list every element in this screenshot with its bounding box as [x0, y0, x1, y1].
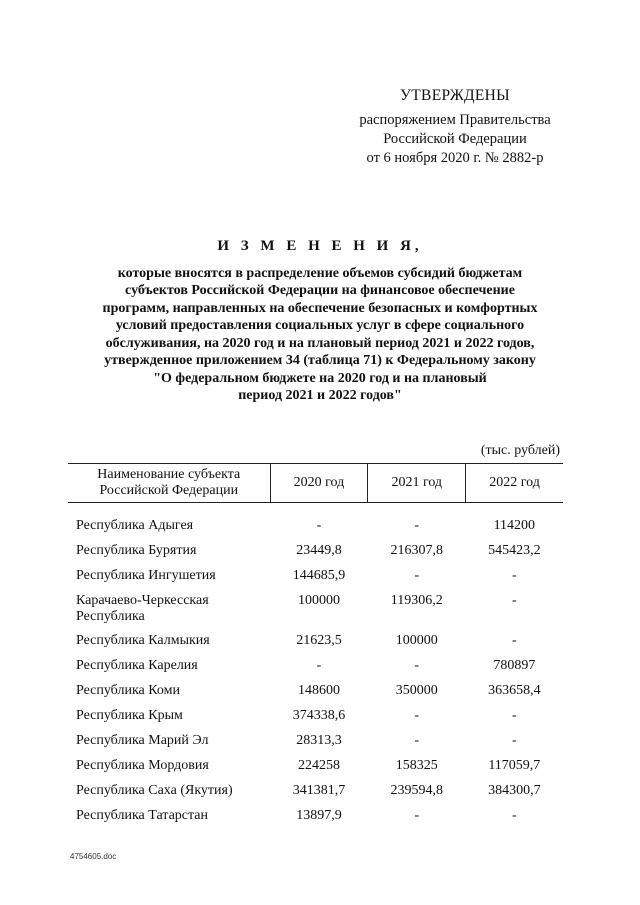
header-2022: 2022 год [466, 464, 563, 503]
value-2022: 117059,7 [488, 758, 541, 773]
value-2020: 13897,9 [296, 808, 342, 823]
table-row [68, 683, 563, 708]
heading-line: утвержденное приложением 34 (таблица 71) к Федеральному закону [104, 353, 536, 368]
region-name: Республика Коми [76, 683, 180, 698]
value-2022: - [511, 568, 517, 583]
units-label: (тыс. рублей) [480, 443, 560, 458]
table-row [68, 808, 563, 833]
region-name: Республика Крым [76, 708, 183, 723]
region-name: Республика Марий Эл [76, 733, 209, 748]
header-region-line-1: Наименование субъекта [97, 467, 241, 482]
header-2021: 2021 год [368, 464, 466, 503]
value-2022: - [511, 733, 517, 748]
header-region-line-2: Российской Федерации [99, 483, 239, 498]
value-2021: 216307,8 [390, 543, 443, 558]
value-2022: 780897 [493, 658, 536, 673]
document-title: И З М Е Н Е Н И Я, [217, 238, 423, 254]
approval-line-3: от 6 ноября 2020 г. № 2882-р [366, 150, 544, 166]
value-2021: 158325 [395, 758, 438, 773]
value-2020: - [316, 658, 322, 673]
value-2022: 114200 [493, 518, 536, 533]
table-row [68, 633, 563, 658]
heading-line: "О федеральном бюджете на 2020 год и на плановый [153, 370, 487, 386]
value-2020: 100000 [297, 593, 340, 608]
value-2021: - [414, 808, 420, 823]
region-name: Карачаево-Черкесская Республика [76, 593, 209, 624]
header-2020: 2020 год [270, 464, 368, 503]
table-spacer [68, 503, 563, 519]
value-2021: - [414, 658, 420, 673]
value-2021: 100000 [395, 633, 438, 648]
value-2021: - [414, 568, 420, 583]
heading-line: обслуживания, на 2020 год и на плановый период 2021 и 2022 годов, [105, 335, 535, 351]
value-2020: 23449,8 [296, 543, 342, 558]
subsidy-table [68, 463, 563, 833]
value-2022: 363658,4 [488, 683, 541, 698]
table-row [68, 783, 563, 808]
value-2020: 28313,3 [296, 733, 342, 748]
value-2020: 224258 [297, 758, 340, 773]
value-2020: - [316, 518, 322, 533]
heading-line: субъектов Российской Федерации на финансовое обеспечение [125, 283, 515, 298]
heading-line: условий предоставления социальных услуг в сфере социального [115, 318, 525, 333]
value-2021: 119306,2 [390, 593, 443, 608]
value-2021: - [414, 518, 420, 533]
value-2021: - [414, 708, 420, 723]
approval-block [340, 86, 570, 168]
value-2022: - [511, 808, 517, 823]
region-name: Республика Калмыкия [76, 633, 210, 648]
table-row [68, 568, 563, 593]
value-2020: 341381,7 [292, 783, 346, 798]
table-row [68, 758, 563, 783]
table-row [68, 658, 563, 683]
region-name: Республика Мордовия [76, 758, 209, 773]
heading-line: период 2021 и 2022 годов" [238, 388, 402, 403]
table-row [68, 593, 563, 633]
value-2022: - [511, 633, 517, 648]
value-2022: 384300,7 [488, 783, 541, 798]
region-name: Республика Саха (Якутия) [76, 783, 233, 798]
value-2021: - [414, 733, 420, 748]
heading-line: программ, направленных на обеспечение безопасных и комфортных [102, 300, 538, 316]
file-name-footer: 4754605.doc [70, 852, 117, 861]
document-heading [85, 238, 555, 405]
value-2022: - [511, 708, 517, 723]
region-name: Республика Бурятия [76, 543, 197, 558]
region-name: Республика Татарстан [76, 808, 209, 823]
approval-title: УТВЕРЖДЕНЫ [400, 87, 510, 104]
region-name: Республика Адыгея [76, 518, 194, 533]
approval-line-2: Российской Федерации [383, 131, 527, 147]
approval-line-1: распоряжением Правительства [359, 112, 551, 128]
table-row [68, 733, 563, 758]
value-2022: - [511, 593, 517, 608]
region-name: Республика Ингушетия [76, 568, 216, 583]
value-2021: 350000 [395, 683, 438, 698]
region-name: Республика Карелия [76, 658, 198, 673]
table-row [68, 708, 563, 733]
table-row [68, 518, 563, 543]
value-2022: 545423,2 [488, 543, 541, 558]
value-2020: 144685,9 [292, 568, 346, 583]
value-2020: 21623,5 [296, 633, 342, 648]
table-header-row [68, 464, 563, 503]
value-2020: 148600 [297, 683, 340, 698]
header-region [68, 464, 270, 503]
heading-line: которые вносятся в распределение объемов субсидий бюджетам [117, 265, 523, 281]
value-2021: 239594,8 [390, 783, 443, 798]
value-2020: 374338,6 [292, 708, 346, 723]
table-row [68, 543, 563, 568]
